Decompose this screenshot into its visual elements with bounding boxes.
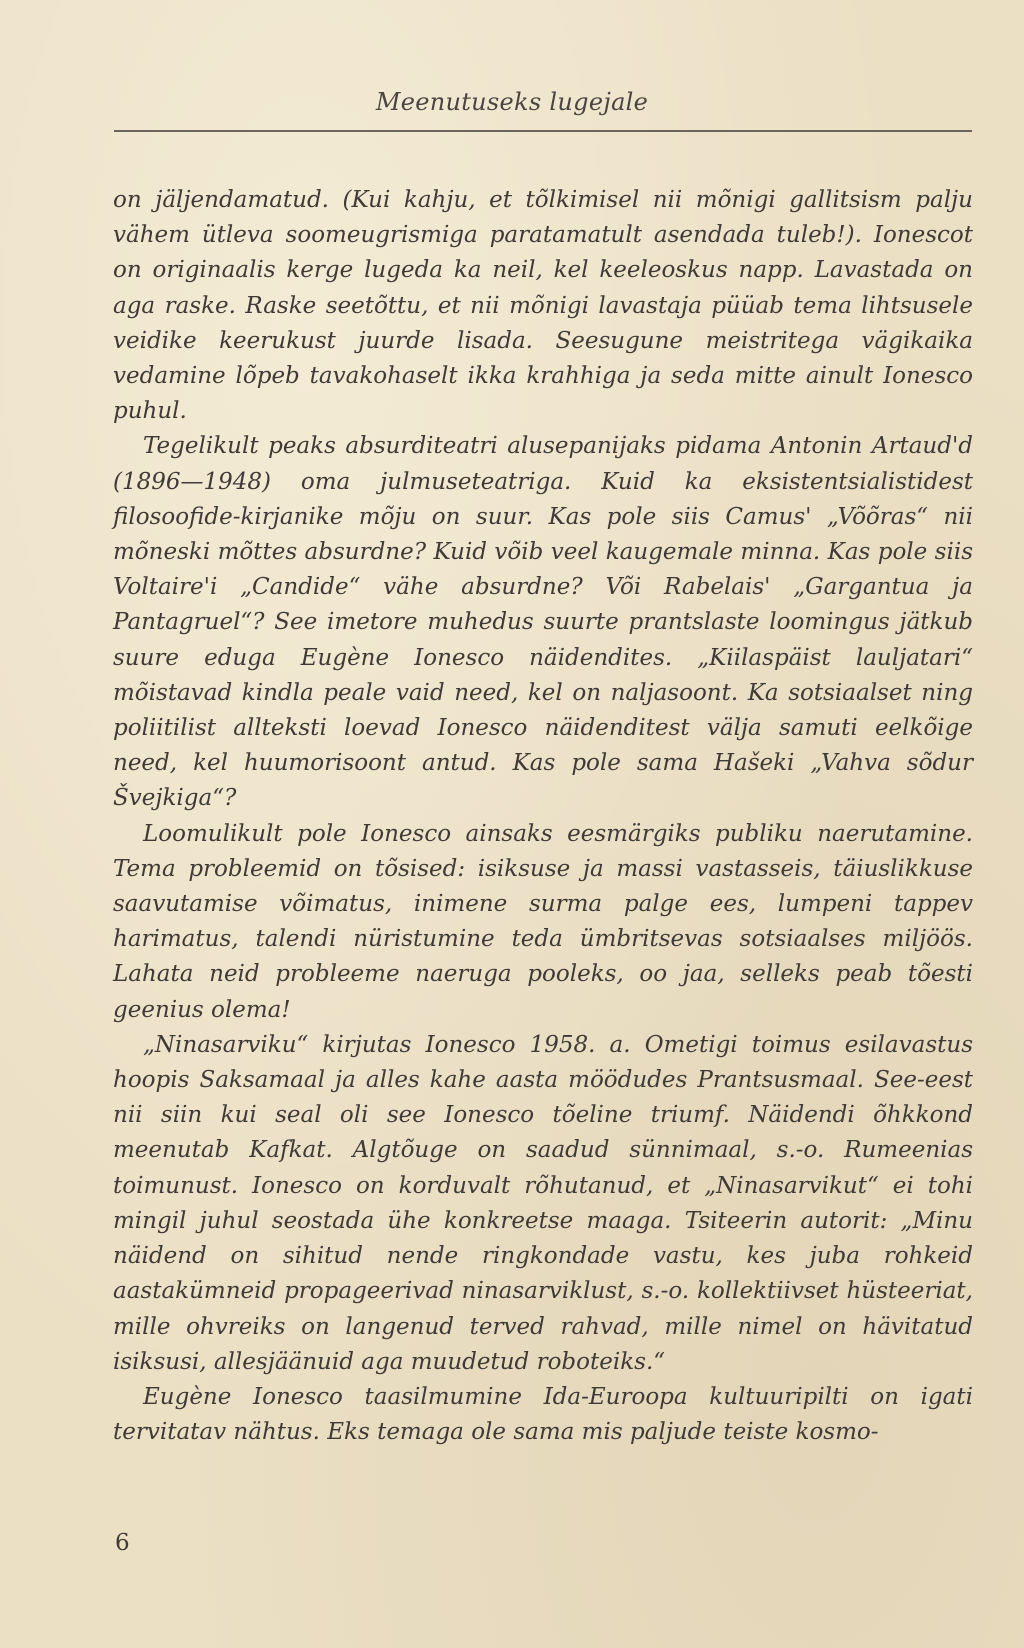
running-head: Meenutuseks lugejale bbox=[375, 88, 649, 116]
paragraph-1: on jäljendamatud. (Kui kahju, et tõlkimisel nii mõnigi gallitsism palju vähem ütleva soomeugrismiga paratamatult asendada tuleb!). Ionescot on originaalis kerge lugeda ka neil, kel keeleoskus napp. Lavastada on aga raske. Raske seetõttu, et nii mõnigi lavastaja püüab tema lihtsusele veidike keerukust juurde lisada. Seesugune meistritega vägikaika vedamine lõpeb tavakohaselt ikka krahhiga ja seda mitte ainult Ionesco puhul. bbox=[113, 187, 973, 425]
body-text bbox=[113, 183, 973, 1450]
paragraph-5: Eugène Ionesco taasilmumine Ida-Euroopa kultuuripilti on igati tervitatav nähtus. Eks temaga ole sama mis paljude teiste kosmo- bbox=[113, 1383, 973, 1446]
header-rule bbox=[114, 130, 972, 132]
page-number: 6 bbox=[115, 1530, 130, 1556]
paragraph-2: Tegelikult peaks absurditeatri alusepanijaks pidama Antonin Artaud'd (1896—1948) oma julmuseteatriga. Kuid ka eksistentsialistidest filosoofide-kirjanike mõju on suur. Kas pole siis Camus' „Võõras“ nii mõneski mõttes absurdne? Kuid võib veel kaugemale minna. Kas pole siis Voltaire'i „Candide“ vähe absurdne? Või Rabelais' „Gargantua ja Pantagruel“? See imetore muhedus suurte prantslaste loomingus jätkub suure eduga Eugène Ionesco näidendites. „Kiilaspäist lauljatari“ mõistavad kindla peale vaid need, kel on naljasoont. Ka sotsiaalset ning poliitilist allteksti loevad Ionesco näidenditest välja samuti eelkõige need, kel huumorisoont antud. Kas pole sama Hašeki „Vahva sõdur Švejkiga“? bbox=[113, 433, 973, 812]
paragraph-4: „Ninasarviku“ kirjutas Ionesco 1958. a. Ometigi toimus esilavastus hoopis Saksamaal ja alles kahe aasta möödudes Prantsusmaal. See-eest nii siin kui seal oli see Ionesco tõeline triumf. Näidendi õhkkond meenutab Kafkat. Algtõuge on saadud sünnimaal, s.-o. Rumeenias toimunust. Ionesco on korduvalt rõhutanud, et „Ninasarvikut“ ei tohi mingil juhul seostada ühe konkreetse maaga. Tsiteerin autorit: „Minu näidend on sihitud nende ringkondade vastu, kes juba rohkeid aastakümneid propageerivad ninasarviklust, s.-o. kollektiivset hüsteeriat, mille ohvreiks on langenud terved rahvad, mille nimel on hävitatud isiksusi, allesjäänuid aga muudetud roboteiks.“ bbox=[113, 1031, 973, 1375]
paragraph-3: Loomulikult pole Ionesco ainsaks eesmärgiks publiku naerutamine. Tema probleemid on tõsised: isiksuse ja massi vastasseis, täiuslikkuse saavutamise võimatus, inimene surma palge ees, lumpeni tappev harimatus, talendi nüristumine teda ümbritsevas sotsiaalses miljöös. Lahata neid probleeme naeruga pooleks, oo jaa, selleks peab tõesti geenius olema! bbox=[113, 820, 973, 1023]
